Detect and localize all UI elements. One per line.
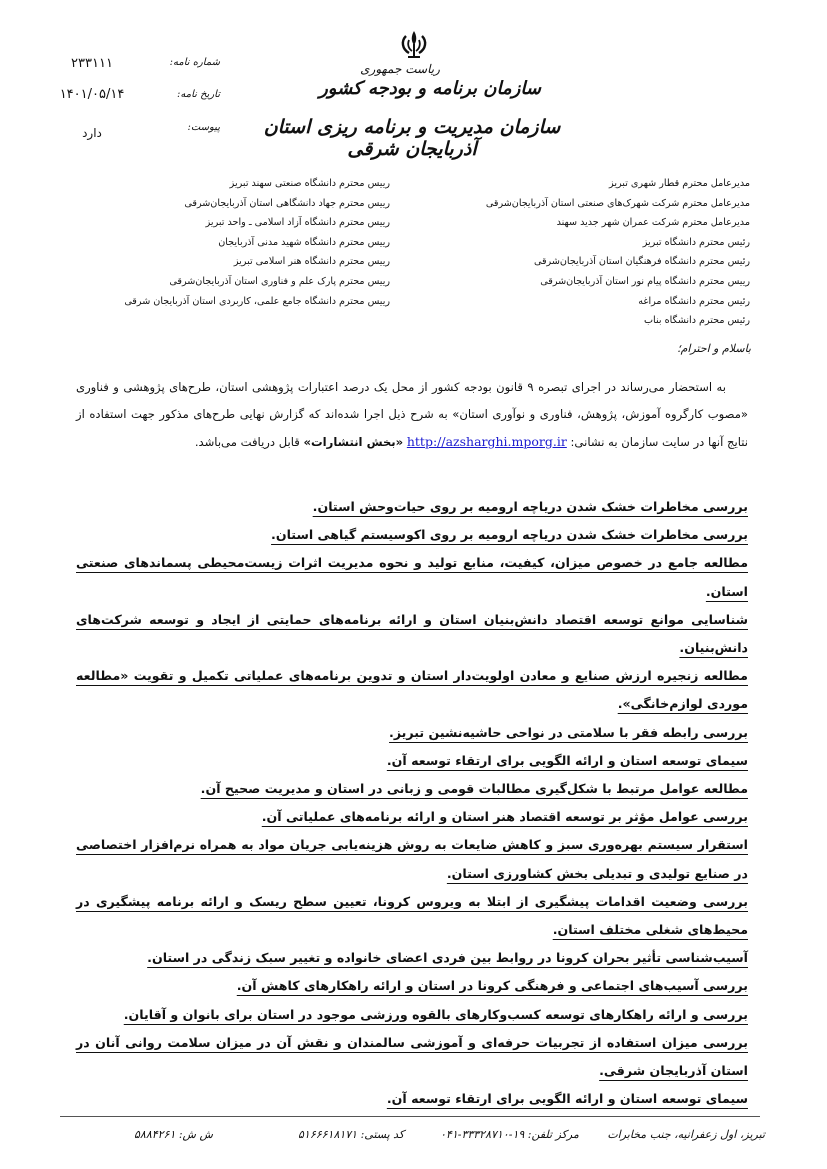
publications-section: «بخش انتشارات» <box>303 435 404 449</box>
recipient: مدیرعامل محترم شرکت عمران شهر جدید سهند <box>556 217 750 229</box>
list-item: مطالعه زنجیره ارزش صنایع و معادن اولویت‌دار استان و تدوین برنامه‌های عملیاتی تکمیل و تقویت «مطالعه موردی لوازم‌خانگی». <box>76 668 748 712</box>
intro-text-2: قابل دریافت می‌باشد. <box>194 435 300 449</box>
letter-date-value: ۱۴۰۱/۰۵/۱۴ <box>59 87 125 102</box>
recipient: رییس محترم پارک علم و فناوری استان آذربایجان‌شرقی <box>169 275 390 287</box>
letter-date-label: تاریخ نامه: <box>177 89 220 100</box>
intro-paragraph <box>76 374 748 456</box>
list-item: شناسایی موانع توسعه اقتصاد دانش‌بنیان استان و ارائه برنامه‌های حمایتی از ایجاد و توسعه شرکت‌های دانش‌بنیان. <box>76 611 748 656</box>
list-item: بررسی وضعیت اقدامات پیشگیری از ابتلا به ویروس کرونا، تعیین سطح ریسک و ارائه برنامه پیشگیری در محیط‌های شغلی مختلف استان. <box>76 893 748 938</box>
recipient: رییس محترم دانشگاه صنعتی سهند تبریز <box>229 178 390 189</box>
list-item: بررسی آسیب‌های اجتماعی و فرهنگی کرونا در استان و ارائه راهکارهای کاهش آن. <box>236 978 748 994</box>
list-item: آسیب‌شناسی تأثیر بحران کرونا در روابط بین فردی اعضای خانواده و تغییر سبک زندگی در استان. <box>147 950 748 966</box>
footer-address: تبریز، اول زعفرانیه، جنب مخابرات <box>607 1128 765 1141</box>
org-line-budget: سازمان برنامه و بودجه کشور <box>319 78 541 99</box>
list-item: بررسی رابطه فقر با سلامتی در نواحی حاشیه‌نشین تبریز. <box>389 724 748 740</box>
letter-attachment-value: دارد <box>82 126 102 140</box>
recipient: رئیس محترم دانشگاه بناب <box>644 315 750 327</box>
letter-number-value: ۲۳۳۱۱۱ <box>71 56 113 71</box>
footer-divider <box>60 1116 760 1117</box>
list-item: بررسی مخاطرات خشک شدن دریاچه ارومیه بر روی حیات‌وحش استان. <box>312 499 748 514</box>
recipient: رییس محترم دانشگاه شهید مدنی آذربایجان <box>218 236 390 248</box>
letter-attachment-label: پیوست: <box>187 122 220 133</box>
recipient: رئیس محترم دانشگاه مراغه <box>638 295 750 307</box>
recipient: مدیرعامل محترم شرکت شهرک‌های صنعتی استان آذربایجان‌شرقی <box>485 197 750 209</box>
recipient: رییس محترم دانشگاه پیام نور استان آذربایجان‌شرقی <box>540 275 750 287</box>
recipient: رئیس محترم دانشگاه تبریز <box>642 236 750 248</box>
recipient: مدیرعامل محترم قطار شهری تبریز <box>609 178 750 189</box>
list-item: بررسی و ارائه راهکارهای توسعه کسب‌وکارهای بالقوه ورزشی موجود در استان برای بانوان و آقایان. <box>123 1006 748 1022</box>
website-link[interactable]: http://azsharghi.mporg.ir <box>406 434 567 449</box>
list-item: بررسی عوامل مؤثر بر توسعه اقتصاد هنر استان و ارائه برنامه‌های عملیاتی آن. <box>261 809 748 825</box>
org-line-presidency: ریاست جمهوری <box>360 62 440 76</box>
recipient: رییس محترم دانشگاه جامع علمی، کاربردی استان آذربایجان شرقی <box>124 295 390 307</box>
recipients-left-column <box>30 174 390 311</box>
footer-phone: مرکز تلفن: ۱۹-۳۳۳۲۸۷۱۰-۰۴۱ <box>440 1128 579 1141</box>
letter-number-label: شماره نامه: <box>169 57 220 68</box>
list-item: استقرار سیستم بهره‌وری سبز و کاهش ضایعات به روش هزینه‌یابی جریان مواد به همراه نرم‌افزار اختصاصی در صنایع تولیدی و تبدیلی بخش کشاورزی استان. <box>76 837 748 881</box>
intro-text-1: به استحضار می‌رساند در اجرای تبصره ۹ قانون بودجه کشور از محل یک درصد اعتبارات پژوهشی استان، طرح‌های پژوهشی و فناوری «مصوب کارگروه آموزش، پژوهش، فناوری و نوآوری استان» به شرح ذیل اجرا شده‌اند که گزارش نهایی طرح‌های مذکور جهت استفاده از نتایج آنها در سایت سازمان به نشانی: <box>76 380 748 449</box>
list-item: سیمای توسعه استان و ارائه الگویی برای ارتقاء توسعه آن. <box>386 1091 748 1107</box>
footer-postal-code: کد پستی: ۵۱۶۶۶۱۸۱۷۱ <box>298 1128 405 1141</box>
list-item: بررسی مخاطرات خشک شدن دریاچه ارومیه بر روی اکوسیستم گیاهی استان. <box>271 527 748 543</box>
org-line-provincial: سازمان مدیریت و برنامه ریزی استان آذربایجان شرقی <box>263 116 561 160</box>
salutation: باسلام و احترام؛ <box>677 342 751 355</box>
list-item: مطالعه عوامل مرتبط با شکل‌گیری مطالبات قومی و زبانی در استان و مدیریت صحیح آن. <box>200 781 748 797</box>
recipient: رییس محترم جهاد دانشگاهی استان آذربایجان‌شرقی <box>184 197 390 209</box>
footer-national-id: ش ش: ۵۸۸۴۲۶۱ <box>134 1128 213 1141</box>
recipient: رییس محترم دانشگاه آزاد اسلامی ـ واحد تبریز <box>205 217 390 229</box>
recipients-right-column <box>390 174 750 331</box>
list-item: سیمای توسعه استان و ارائه الگویی برای ارتقاء توسعه آن. <box>386 752 748 768</box>
recipient: رییس محترم دانشگاه هنر اسلامی تبریز <box>233 256 390 268</box>
list-item: بررسی میزان استفاده از تجربیات حرفه‌ای و آموزشی سالمندان و نقش آن در میزان سلامت روانی آنان در استان آذربایجان شرقی. <box>76 1034 748 1079</box>
list-item: مطالعه جامع در خصوص میزان، کیفیت، منابع تولید و نحوه مدیریت اثرات زیست‌محیطی پسماندهای صنعتی استان. <box>76 555 748 599</box>
project-titles-list <box>76 493 748 1113</box>
recipient: رئیس محترم دانشگاه فرهنگیان استان آذربایجان‌شرقی <box>533 256 750 268</box>
iran-emblem-icon <box>397 28 431 62</box>
